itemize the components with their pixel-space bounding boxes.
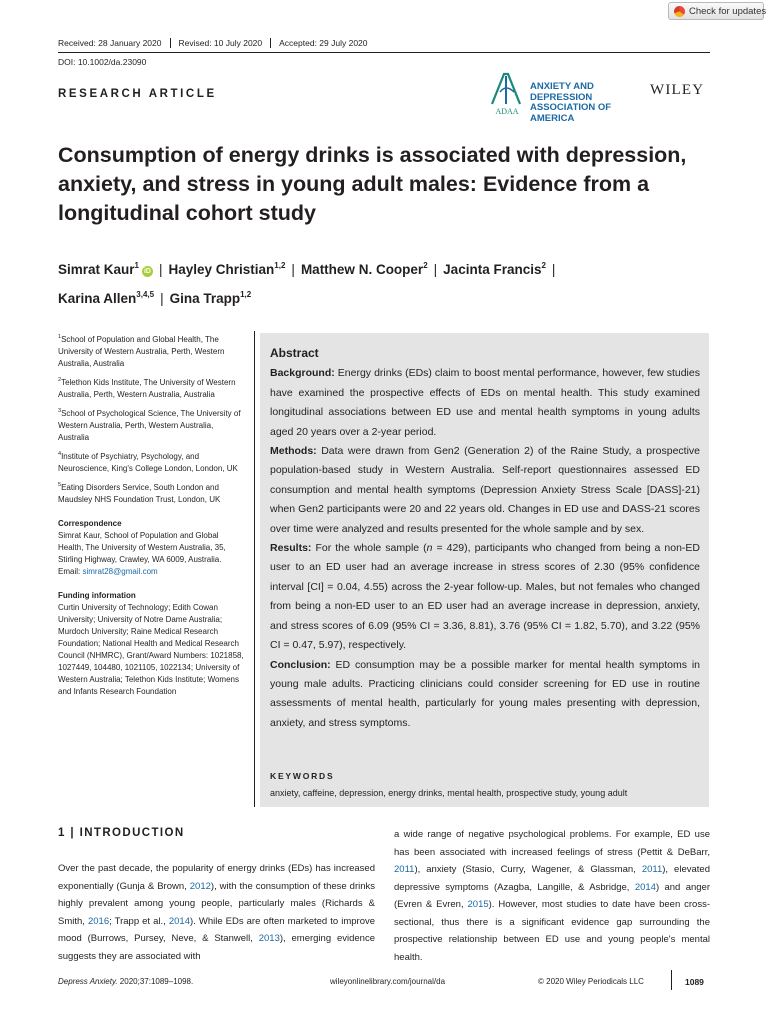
- keywords: anxiety, caffeine, depression, energy drinks, mental health, prospective study, young adult: [270, 788, 628, 798]
- received-date: Received: 28 January 2020: [58, 38, 162, 48]
- org-line-2: ASSOCIATION OF AMERICA: [530, 102, 612, 124]
- affiliations: [58, 331, 246, 506]
- citation-link[interactable]: 2014: [168, 915, 190, 927]
- author-separator: |: [433, 262, 438, 277]
- funding-text: Curtin University of Technology; Edith Cowan University; University of Notre Dame Australia; Murdoch University; Raine Medical Research Foundation; National Health and Medical Research Council (NHMRC), Grant/Award Numbers: 1021858, 1027449, 104480, 1021105, 1022134; University of Western Australia; Telethon Kids Institute; Womens and Infants Research Foundation: [58, 603, 244, 696]
- citation-link[interactable]: 2012: [189, 880, 211, 892]
- abstract-methods: Methods: Data were drawn from Gen2 (Generation 2) of the Raine Study, a prospective population-based study in Western Australia. Self-report questionnaires assessed ED consumption and mental health symptoms (Depression Anxiety Stress Scale [DASS]-21) when Gen2 participants were 20 and 22 years old. Changes in ED use and DASS-21 scores over time were analyzed and results presented for the whole sample and by sex.: [270, 445, 700, 535]
- page-number: 1089: [685, 977, 704, 987]
- author-name[interactable]: Simrat Kaur$^1$: [58, 261, 139, 277]
- author-affiliation-marker: 3,4,5: [136, 290, 155, 299]
- publisher-organization: [530, 82, 648, 124]
- author-name[interactable]: Gina Trapp$^{1,2}$: [169, 290, 252, 306]
- correspondence-text: Simrat Kaur, School of Population and Global Health, The University of Western Australia, 35, Stirling Highway, Crawley, WA 6009, Australia. Email: simrat28@gmail.com: [58, 531, 226, 576]
- affiliation: $^5$Eating Disorders Service, South London and Maudsley NHS Foundation Trust, London, UK: [58, 482, 221, 504]
- footer-citation: Depress Anxiety. 2020;37:1089–1098.: [58, 977, 194, 986]
- author-name[interactable]: Karina Allen$^{3,4,5}$: [58, 290, 155, 306]
- abstract-results: Results: For the whole sample (n = 429), participants who changed from being a non-ED user to an ED user had an average increase in stress scores of 2.30 (95% confidence interval [CI] = 0.04, 4.55) across the 2-year follow-up. Males, but not females who changed from being a non-ED user to an ED user had an average increase in depression, anxiety, and stress scores of 6.09 (95% CI = 3.36, 8.81), 3.76 (95% CI = 1.82, 5.70), and 3.22 (95% CI = 0.47, 5.97), respectively.: [270, 542, 700, 652]
- article-type: RESEARCH ARTICLE: [58, 88, 217, 100]
- orcid-icon[interactable]: iD: [143, 268, 151, 275]
- doi: DOI: 10.1002/da.23090: [58, 57, 147, 67]
- keywords-heading: KEYWORDS: [270, 771, 335, 781]
- author-separator: |: [160, 291, 164, 306]
- footer-copyright: © 2020 Wiley Periodicals LLC: [538, 977, 644, 986]
- section-heading-introduction: 1 | INTRODUCTION: [58, 827, 185, 839]
- article-dates: [58, 38, 376, 48]
- author-name[interactable]: Jacinta Francis$^2$: [443, 261, 546, 277]
- check-for-updates-button[interactable]: [668, 2, 767, 20]
- affiliation: $^3$School of Psychological Science, The University of Western Australia, Perth, Western Australia, Australia: [58, 408, 241, 442]
- adaa-logo: [484, 70, 530, 116]
- crossmark-icon: [674, 6, 685, 17]
- wiley-logo: WILEY: [650, 82, 705, 98]
- correspondence-heading: Correspondence: [58, 519, 122, 528]
- citation-link[interactable]: 2014: [634, 881, 656, 893]
- author-name[interactable]: Matthew N. Cooper$^2$: [300, 261, 428, 277]
- footer-url[interactable]: wileyonlinelibrary.com/journal/da: [330, 977, 446, 986]
- affiliation: $^4$Institute of Psychiatry, Psychology, and Neuroscience, King's College London, London, UK: [58, 451, 238, 473]
- citation-link[interactable]: 2011: [394, 864, 415, 875]
- author-separator: |: [158, 262, 163, 277]
- accepted-date: Accepted: 29 July 2020: [270, 38, 375, 48]
- citation-link[interactable]: 2011: [641, 864, 663, 875]
- author-name[interactable]: Hayley Christian$^{1,2}$: [168, 261, 286, 277]
- citation-link[interactable]: 2015: [467, 899, 489, 910]
- author-affiliation-marker: 2: [541, 261, 546, 270]
- adaa-logo-text: ADAA: [495, 107, 519, 116]
- abstract: [270, 344, 700, 733]
- abstract-background: Background: Energy drinks (EDs) claim to boost mental performance, however, few studies have examined the prospective effects of EDs on mental health. This study examined longitudinal associations between ED use and mental health symptoms in young adults aged 20 years over a 2-year period.: [270, 367, 700, 438]
- abstract-heading: Abstract: [270, 346, 319, 360]
- author-separator: |: [551, 262, 556, 277]
- article-sidebar: [58, 331, 246, 702]
- abstract-conclusion: Conclusion: ED consumption may be a possible marker for mental health symptoms in young male adults. Practicing clinicians could consider screening for ED use in routine assessments of mental health, particularly for young males presenting with depression, anxiety, and stress symptoms.: [270, 658, 700, 729]
- header-divider: [58, 52, 710, 53]
- body-column-right: a wide range of negative psychological problems. For example, ED use has been associated with increased feelings of stress (Pettit & DeBarr, 2011), anxiety (Stasio, Curry, Wagener, & Glassman, 2011), elevated depressive symptoms (Azagba, Langille, & Asbridge, 2014) and anger (Evren & Evren, 2015). However, most studies to date have been cross-sectional, thus there is a significant evidence gap surrounding the prospective relationship between ED use and young people's mental health.: [394, 829, 711, 963]
- body-column-left: Over the past decade, the popularity of energy drinks (EDs) has increased exponentially (Gunja & Brown, 2012), with the consumption of these drinks highly prevalent among young people, particularly males (Richards & Smith, 2016; Trapp et al., 2014). While EDs are often marketed to improve mood (Burrows, Pursey, Neve, & Stanwell, 2013), emerging evidence suggests they are associated with: [58, 863, 376, 962]
- affiliation: $^2$Telethon Kids Institute, The University of Western Australia, Perth, Western Australia, Australia: [58, 377, 236, 399]
- funding-heading: Funding information: [58, 591, 136, 600]
- citation-link[interactable]: 2013: [258, 933, 280, 944]
- email-link[interactable]: simrat28@gmail.com: [82, 567, 158, 576]
- author-affiliation-marker: 1,2: [274, 261, 286, 270]
- citation-link[interactable]: 2016: [87, 915, 110, 927]
- author-affiliation-marker: 1: [134, 261, 139, 270]
- footer-divider: [671, 970, 672, 990]
- author-separator: |: [291, 262, 295, 277]
- sidebar-divider: [254, 331, 255, 807]
- org-line-1: ANXIETY AND DEPRESSION: [530, 81, 594, 103]
- author-list: [58, 253, 718, 311]
- affiliation: $^1$School of Population and Global Health, The University of Western Australia, Perth, Western Australia, Australia: [58, 334, 225, 368]
- author-affiliation-marker: 2: [423, 261, 428, 270]
- author-affiliation-marker: 1,2: [240, 290, 252, 299]
- revised-date: Revised: 10 July 2020: [170, 38, 271, 48]
- check-for-updates-label: Check for updates: [689, 6, 767, 17]
- article-title: Consumption of energy drinks is associated with depression, anxiety, and stress in young adult males: Evidence from a longitudinal cohort study: [58, 143, 687, 225]
